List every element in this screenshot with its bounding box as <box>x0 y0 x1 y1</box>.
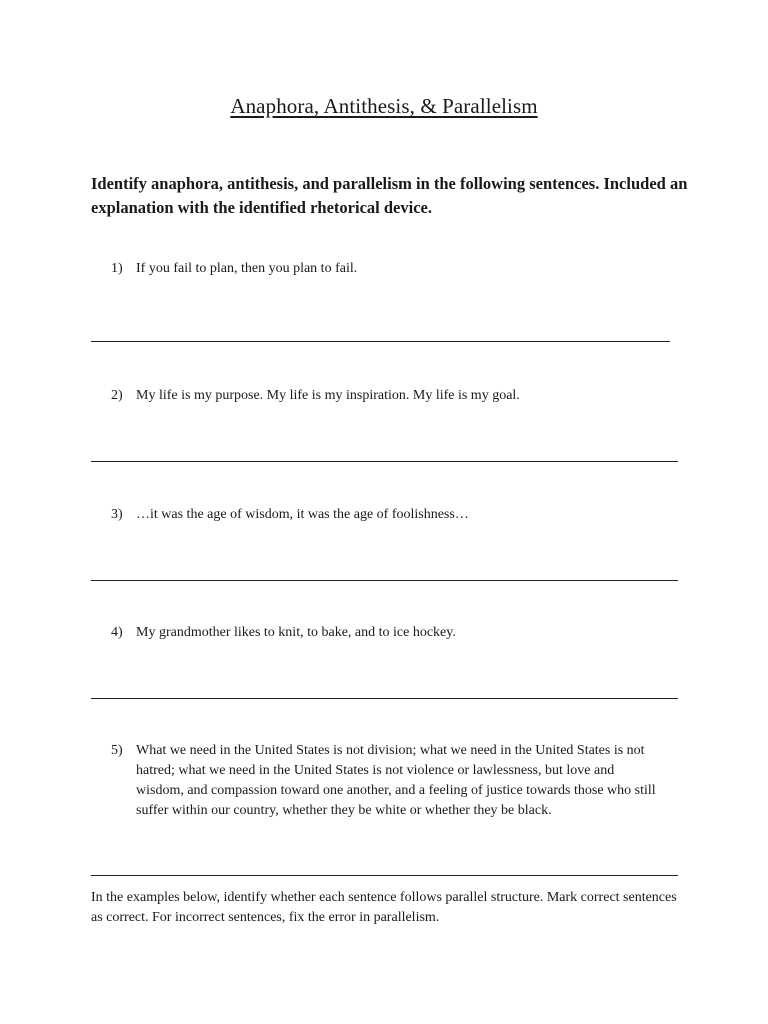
answer-line-3[interactable] <box>91 580 678 581</box>
question-3 <box>111 505 671 525</box>
question-text: My grandmother likes to knit, to bake, and to ice hockey. <box>136 625 456 640</box>
question-text: What we need in the United States is not division; what we need in the United States is not hatred; what we need in the United States is not violence or lawlessness, but love and wisdom, and compassion toward one another, and a feeling of justice towards those who still suffer within our country, whether they be white or whether they be black. <box>136 743 656 818</box>
question-text: My life is my purpose. My life is my inspiration. My life is my goal. <box>136 388 520 403</box>
answer-line-4[interactable] <box>91 698 678 699</box>
question-number: 1) <box>111 261 123 276</box>
question-text: …it was the age of wisdom, it was the age of foolishness… <box>136 507 469 522</box>
answer-line-5[interactable] <box>91 875 678 876</box>
question-5 <box>111 741 656 821</box>
question-2 <box>111 386 671 406</box>
question-number: 4) <box>111 625 123 640</box>
instructions-text: Identify anaphora, antithesis, and parallelism in the following sentences. Included an explanation with the identified rhetorical device. <box>91 174 688 217</box>
question-number: 2) <box>111 388 123 403</box>
answer-line-1[interactable] <box>91 341 670 342</box>
question-number: 3) <box>111 507 123 522</box>
answer-line-2[interactable] <box>91 461 678 462</box>
question-4 <box>111 623 671 643</box>
section2-instructions: In the examples below, identify whether each sentence follows parallel structure. Mark correct sentences as correct. For incorrect sentences, fix the error in parallelism. <box>91 890 677 925</box>
question-text: If you fail to plan, then you plan to fail. <box>136 261 358 276</box>
question-number: 5) <box>111 743 123 758</box>
page-title: Anaphora, Antithesis, & Parallelism <box>230 94 538 118</box>
question-1 <box>111 259 671 279</box>
